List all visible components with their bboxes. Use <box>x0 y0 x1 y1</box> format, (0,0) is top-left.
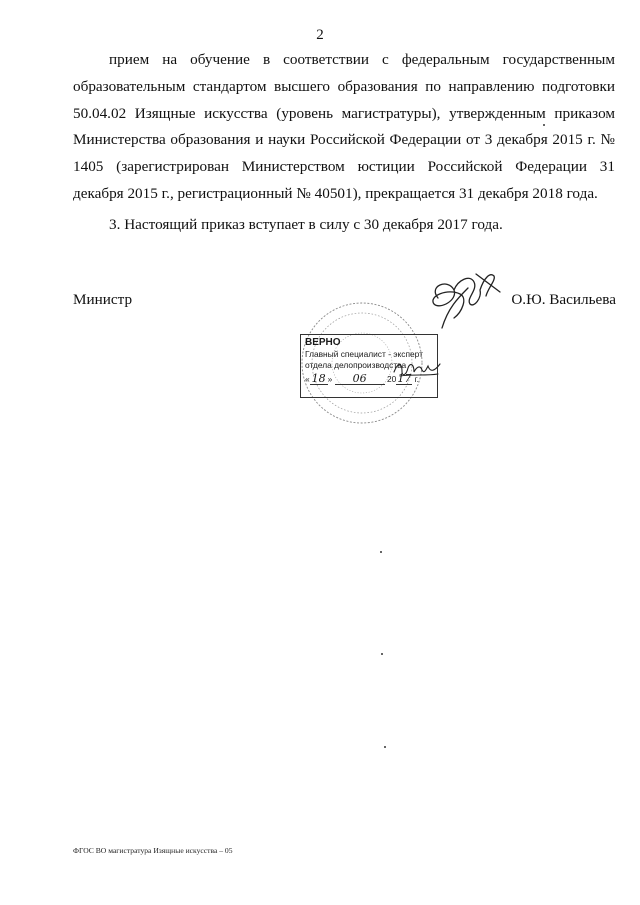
stamp-title: ВЕРНО <box>305 337 341 348</box>
stamp-position-line: Главный специалист - эксперт <box>305 349 423 359</box>
paragraph-effective-date: 3. Настоящий приказ вступает в силу с 30 декабря 2017 года. <box>109 215 503 233</box>
scan-dot <box>381 653 383 655</box>
paragraph-termination: прием на обучение в соответствии с федеральным государственным образовательным стандартом высшего образования по направлению подготовки 50.04.02 Изящные искусства (уровень магистратуры), утвержденным приказом Министерства образования и науки Российской Федерации от 3 декабря 2015 г. № 1405 (зарегистрирован Министерством юстиции Российской Федерации 31 декабря 2015 г., регистрационный № 40501), прекращается 31 декабря 2018 года. <box>73 51 615 202</box>
stamp-date-month: 06 <box>335 373 385 385</box>
stamp-date-open-quote: « <box>305 374 310 384</box>
stamp-date-year-prefix: 20 <box>387 374 397 384</box>
document-body <box>73 47 615 239</box>
stamp-department-line: отдела делопроизводства <box>305 360 407 370</box>
stamp-date-year-unit: г. <box>414 374 420 384</box>
stamp-date-day: 18 <box>311 372 326 385</box>
document-footer: ФГОС ВО магистратура Изящные искусства – 05 <box>73 846 233 855</box>
scan-dot <box>384 746 386 748</box>
minister-title: Министр <box>73 291 133 308</box>
minister-signature <box>418 268 506 338</box>
minister-name: О.Ю. Васильева <box>511 291 616 308</box>
stamp-date-year-suffix: 17 <box>397 372 412 385</box>
scan-dot <box>380 551 382 553</box>
stamp-signature <box>392 358 442 380</box>
scan-dot <box>543 124 545 126</box>
stamp-date-close-quote: » <box>327 374 333 384</box>
page-number: 2 <box>316 27 324 43</box>
